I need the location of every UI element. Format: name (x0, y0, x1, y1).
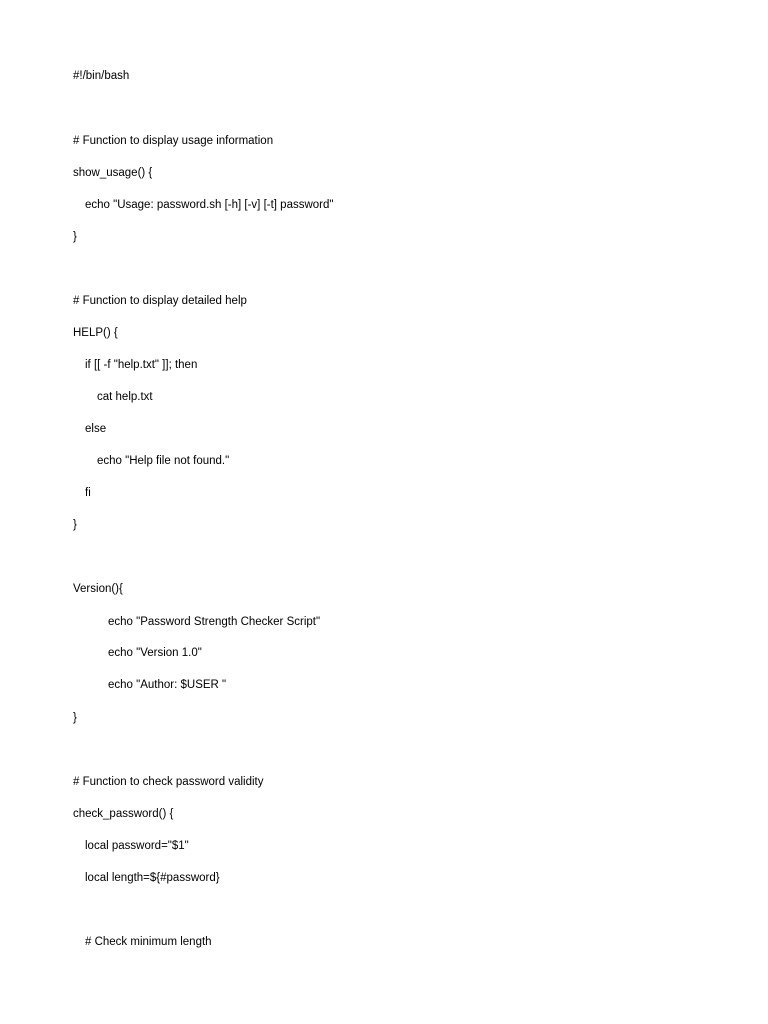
code-line: local length=${#password} (85, 872, 220, 884)
code-line: local password="$1" (85, 840, 189, 852)
code-line: echo "Password Strength Checker Script" (108, 616, 321, 628)
function-header-line: show_usage() { (73, 167, 153, 179)
function-header-line: HELP() { (73, 327, 118, 339)
comment-line: # Check minimum length (85, 936, 212, 948)
function-header-line: Version(){ (73, 583, 123, 595)
brace-line: } (73, 231, 77, 243)
code-line: else (85, 423, 107, 435)
code-line: echo "Help file not found." (97, 455, 230, 467)
code-line: fi (85, 487, 91, 499)
comment-line: # Function to check password validity (73, 776, 264, 788)
function-header-line: check_password() { (73, 808, 174, 820)
code-line: if [[ -f "help.txt" ]]; then (85, 359, 198, 371)
code-line: echo "Version 1.0" (108, 647, 202, 659)
comment-line: # Function to display detailed help (73, 295, 247, 307)
code-line: echo "Usage: password.sh [-h] [-v] [-t] password" (85, 199, 334, 211)
code-line: cat help.txt (97, 391, 153, 403)
shebang-line: #!/bin/bash (73, 70, 130, 82)
comment-line: # Function to display usage information (73, 135, 274, 147)
code-line: echo "Author: $USER " (108, 679, 227, 691)
brace-line: } (73, 712, 77, 724)
brace-line: } (73, 519, 77, 531)
